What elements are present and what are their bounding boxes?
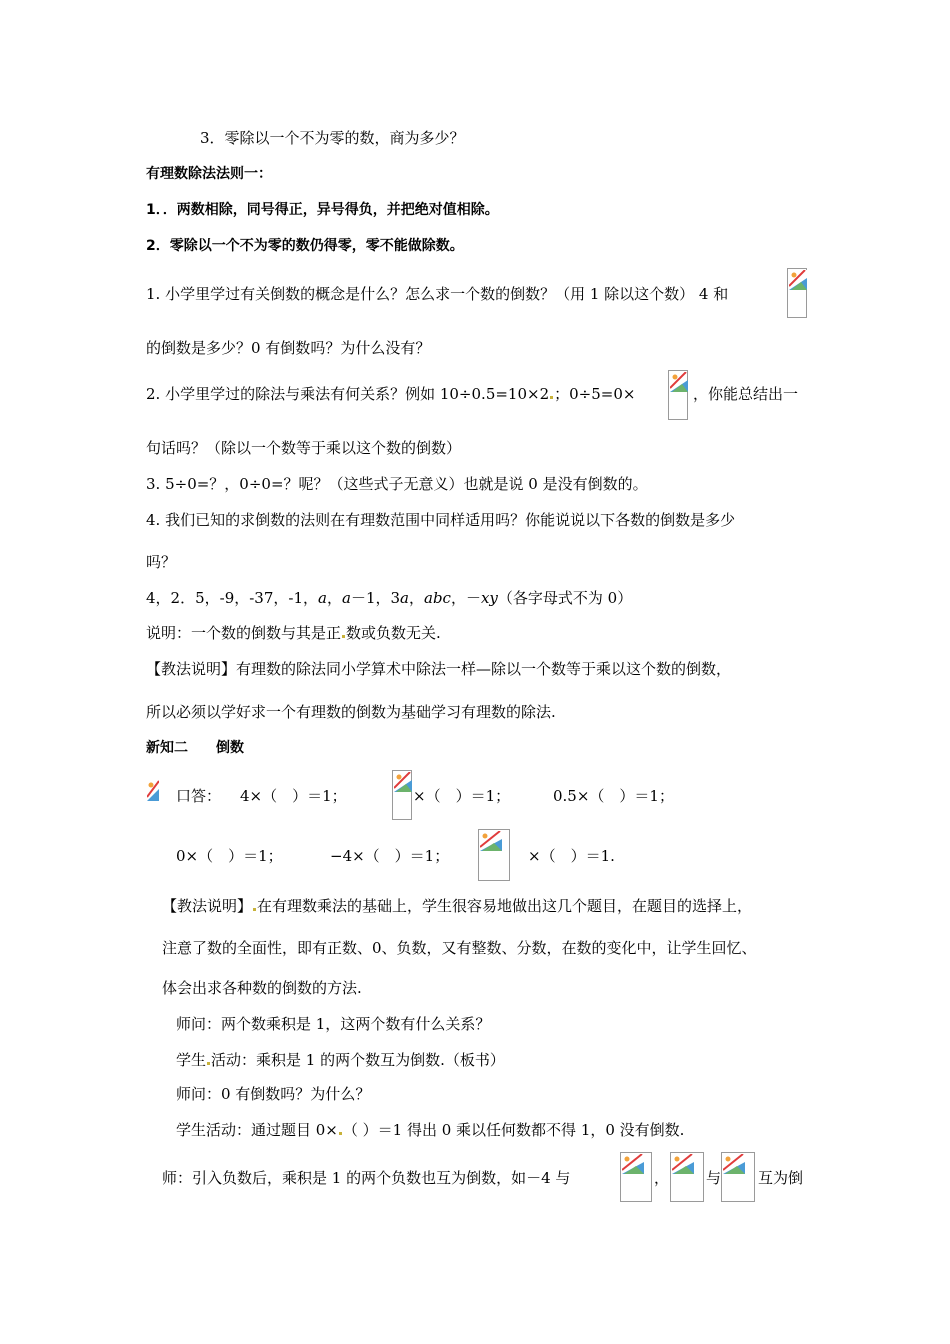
method-note-1-line-2: 所以必须以学好求一个有理数的倒数为基础学习有理数的除法. <box>146 703 556 721</box>
var-a-minus: a <box>341 589 351 607</box>
teacher-question-1: 师问：两个数乘积是 1，这两个数有什么关系？ <box>176 1015 491 1033</box>
student-activity-1-pre: 学生 <box>176 1051 207 1069</box>
mark-dot <box>339 1132 342 1135</box>
student-activity-2-pre: 学生活动：通过题目 0× <box>176 1121 338 1139</box>
teacher-question-2: 师问：0 有倒数吗？为什么？ <box>176 1085 371 1103</box>
var-xy-prefix: ，－ <box>450 589 481 607</box>
oral-item-3: 0.5×（ ）＝1； <box>553 787 674 805</box>
rule-item-1: 1．．两数相除，同号得正，异号得负，并把绝对值相除。 <box>146 202 499 218</box>
fraction-image-icon <box>392 770 412 820</box>
student-activity-2-post: （ ）＝1 得出 0 乘以任何数都不得 1，0 没有倒数. <box>342 1121 685 1139</box>
var-abc: abc <box>424 589 451 607</box>
fraction-image-icon <box>787 268 807 318</box>
var-a: a <box>318 589 327 607</box>
mark-dot <box>207 1062 210 1065</box>
oral-item-1: 4×（ ）＝1； <box>240 787 347 805</box>
mark-dot <box>253 908 256 911</box>
paragraph-1-line-2: 的倒数是多少？0 有倒数吗？为什么没有？ <box>146 339 431 357</box>
small-image-icon <box>146 778 158 808</box>
fraction-image-icon <box>478 829 510 881</box>
paragraph-4-line-2: 吗？ <box>146 553 177 571</box>
method-note-2-label: 【教法说明】 <box>162 897 253 915</box>
paragraph-1-line-1: 1. 小学里学过有关倒数的概念是什么？怎么求一个数的倒数？（用 1 除以这个数） 4 和 <box>146 285 729 303</box>
var-a-minus-rest: －1，3 <box>350 589 401 607</box>
var-3a: a <box>400 589 409 607</box>
teacher-line-3-b: ， <box>654 1169 670 1187</box>
student-activity-1 <box>176 1050 505 1070</box>
note-text-a: 说明：一个数的倒数与其是正 <box>146 624 342 642</box>
paragraph-4-line-1: 4. 我们已知的求倒数的法则在有理数范围中同样适用吗？你能说说以下各数的倒数是多少 <box>146 511 736 529</box>
method-note-2-line-1 <box>162 896 752 916</box>
paragraph-2-line-2: 句话吗？（除以一个数等于乘以这个数的倒数） <box>146 439 462 457</box>
oral-item-4: 0×（ ）＝1； <box>176 847 283 865</box>
student-activity-2 <box>176 1120 684 1140</box>
fraction-image-icon <box>620 1152 652 1202</box>
var-xy: xy <box>480 589 498 607</box>
question-3: 3．零除以一个不为零的数，商为多少？ <box>200 129 465 147</box>
rule-item-2: 2．零除以一个不为零的数仍得零，零不能做除数。 <box>146 238 464 254</box>
number-list-tail: （各字母式不为 0） <box>497 589 633 607</box>
method-note-2-text: 在有理数乘法的基础上，学生很容易地做出这几个题目，在题目的选择上， <box>257 897 753 915</box>
fraction-image-icon <box>721 1152 755 1202</box>
teacher-line-3-a: 师：引入负数后，乘积是 1 的两个负数也互为倒数，如－4 与 <box>162 1169 571 1187</box>
number-list-values: 4，2．5，-9，-37，-1， <box>146 589 319 607</box>
paragraph-2-text-a: 2. 小学里学过的除法与乘法有何关系？例如 10÷0.5=10×2 <box>146 385 550 403</box>
method-note-1-line-1: 【教法说明】有理数的除法同小学算术中除法一样—除以一个数等于乘以这个数的倒数， <box>146 660 732 678</box>
paragraph-2-line-1 <box>146 384 635 404</box>
mark-dot <box>550 396 553 399</box>
mark-dot <box>342 635 345 638</box>
method-note-2-line-3: 体会出求各种数的倒数的方法. <box>162 979 362 997</box>
oral-label: 口答： <box>176 787 222 805</box>
method-note-2-line-2: 注意了数的全面性，即有正数、0、负数，又有整数、分数，在数的变化中，让学生回忆、 <box>162 939 757 957</box>
fraction-image-icon <box>668 370 688 420</box>
teacher-line-3-d: 互为倒 <box>758 1169 804 1187</box>
oral-item-2: ×（ ）＝1； <box>413 787 511 805</box>
fraction-image-icon <box>670 1152 704 1202</box>
number-list: 4，2．5，-9，-37，-1，a，a－1，3a，abc，－xy（各字母式不为 0） <box>146 589 633 607</box>
oral-item-6: ×（ ）＝1. <box>528 847 615 865</box>
paragraph-2-text-b: ；0÷5=0× <box>554 385 636 403</box>
note-line <box>146 623 441 643</box>
section-title: 新知二 倒数 <box>146 740 244 756</box>
rule-title: 有理数除法法则一： <box>146 166 272 182</box>
oral-item-5: −4×（ ）＝1； <box>330 847 450 865</box>
note-text-b: 数或负数无关. <box>346 624 441 642</box>
paragraph-2-text-c: ，你能总结出一 <box>693 385 799 403</box>
student-activity-1-post: 活动：乘积是 1 的两个数互为倒数.（板书） <box>211 1051 505 1069</box>
teacher-line-3-c: 与 <box>706 1169 722 1187</box>
paragraph-3: 3. 5÷0=？，0÷0=？呢？（这些式子无意义）也就是说 0 是没有倒数的。 <box>146 475 648 493</box>
